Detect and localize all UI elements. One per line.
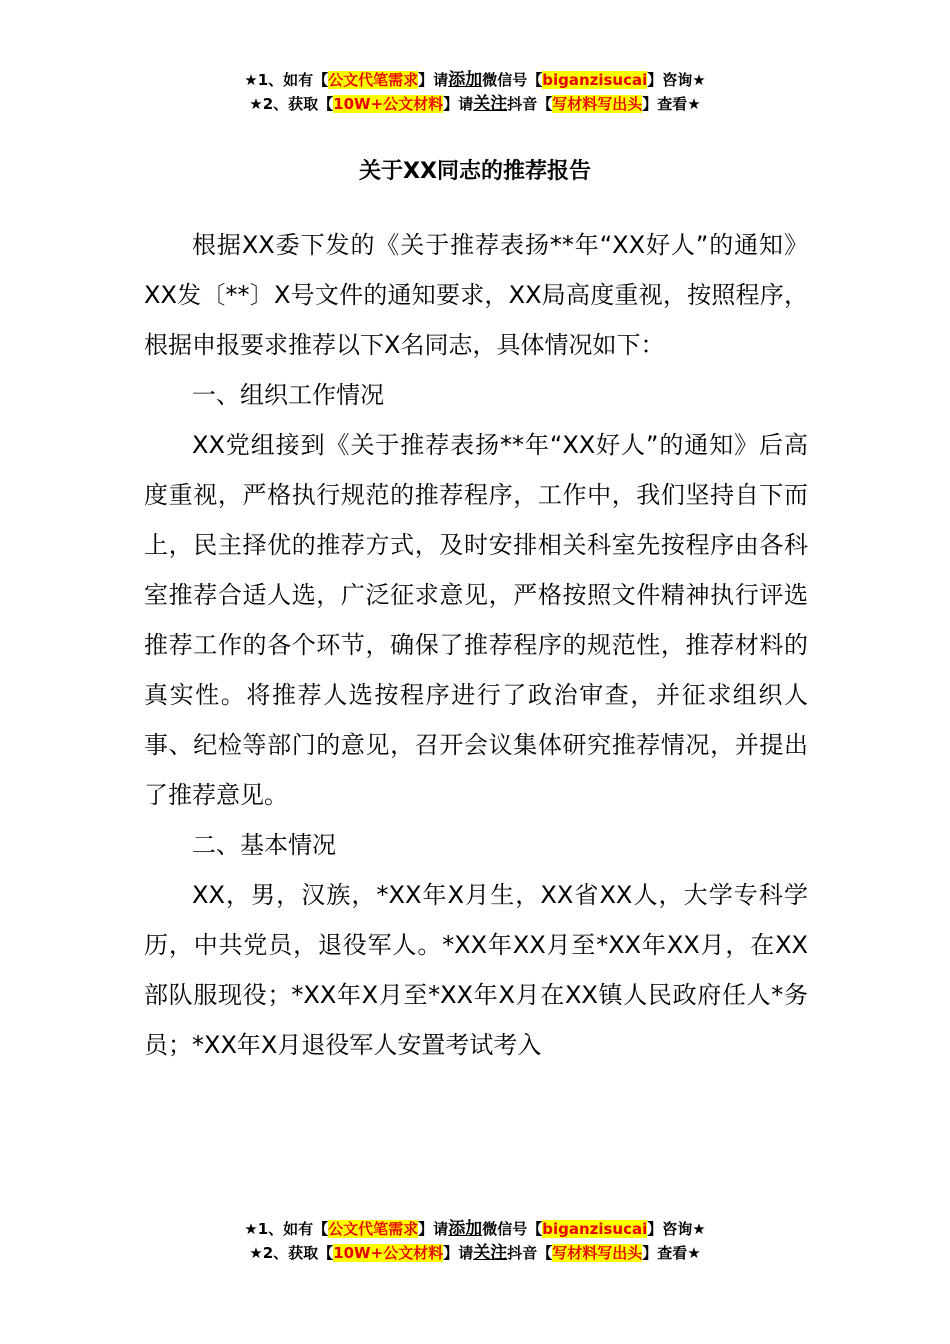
promo-underline: 添加	[448, 1219, 483, 1239]
promo-highlight: 10W+公文材料	[333, 95, 444, 113]
promo-text: ★1、如有【	[244, 71, 329, 89]
section-heading: 一、组织工作情况	[192, 381, 384, 409]
promo-highlight: 公文代笔需求	[328, 71, 419, 89]
promo-highlight: 10W+公文材料	[333, 1244, 444, 1262]
promo-text: 】查看★	[642, 1244, 701, 1262]
promo-highlight: 写材料写出头	[552, 95, 643, 113]
promo-text: 】请	[418, 71, 449, 89]
paragraph: XX党组接到《关于推荐表扬**年“XX好人”的通知》后高度重视，严格执行规范的推荐程序，工作中，我们坚持自下而上，民主择优的推荐方式，及时安排相关科室先按程序由各科室推荐合适人选，广泛征求意见，严格按照文件精神执行评选推荐工作的各个环节，确保了推荐程序的规范性，推荐材料的真实性。将推荐人选按程序进行了政治审查，并征求组织人事、纪检等部门的意见，召开会议集体研究推荐情况，并提出了推荐意见。	[144, 431, 808, 809]
promo-text: 抖音【	[507, 95, 553, 113]
promo-text: ★2、获取【	[249, 1244, 334, 1262]
promo-highlight: biganzisucai	[542, 1220, 648, 1238]
promo-underline: 关注	[473, 1243, 508, 1263]
promo-text: 】请	[443, 1244, 474, 1262]
promo-text: ★2、获取【	[249, 95, 334, 113]
promo-text: 】咨询★	[647, 71, 706, 89]
promo-text: ★1、如有【	[244, 1220, 329, 1238]
promo-line-1	[0, 68, 950, 92]
promo-text: 】请	[443, 95, 474, 113]
section-heading: 二、基本情况	[192, 831, 336, 859]
promo-line-2	[0, 1241, 950, 1265]
promo-underline: 添加	[448, 70, 483, 90]
promo-underline: 关注	[473, 94, 508, 114]
promo-text: 】查看★	[642, 95, 701, 113]
bottom-promo-banner	[0, 1217, 950, 1265]
promo-highlight: biganzisucai	[542, 71, 648, 89]
promo-highlight: 公文代笔需求	[328, 1220, 419, 1238]
document-body	[144, 220, 808, 1070]
promo-text: 】请	[418, 1220, 449, 1238]
promo-text: 抖音【	[507, 1244, 553, 1262]
promo-line-1	[0, 1217, 950, 1241]
paragraph: 根据XX委下发的《关于推荐表扬**年“XX好人”的通知》XX发〔**〕X号文件的通知要求，XX局高度重视，按照程序，根据申报要求推荐以下X名同志，具体情况如下：	[144, 231, 808, 359]
promo-highlight: 写材料写出头	[552, 1244, 643, 1262]
promo-line-2	[0, 92, 950, 116]
promo-text: 微信号【	[482, 1220, 543, 1238]
document-title: 关于XX同志的推荐报告	[359, 159, 591, 184]
promo-text: 】咨询★	[647, 1220, 706, 1238]
top-promo-banner	[0, 68, 950, 116]
promo-text: 微信号【	[482, 71, 543, 89]
paragraph: XX，男，汉族，*XX年X月生，XX省XX人，大学专科学历，中共党员，退役军人。*XX年XX月至*XX年XX月，在XX部队服现役；*XX年X月至*XX年X月在XX镇人民政府任人*务员；*XX年X月退役军人安置考试考入	[144, 881, 808, 1059]
